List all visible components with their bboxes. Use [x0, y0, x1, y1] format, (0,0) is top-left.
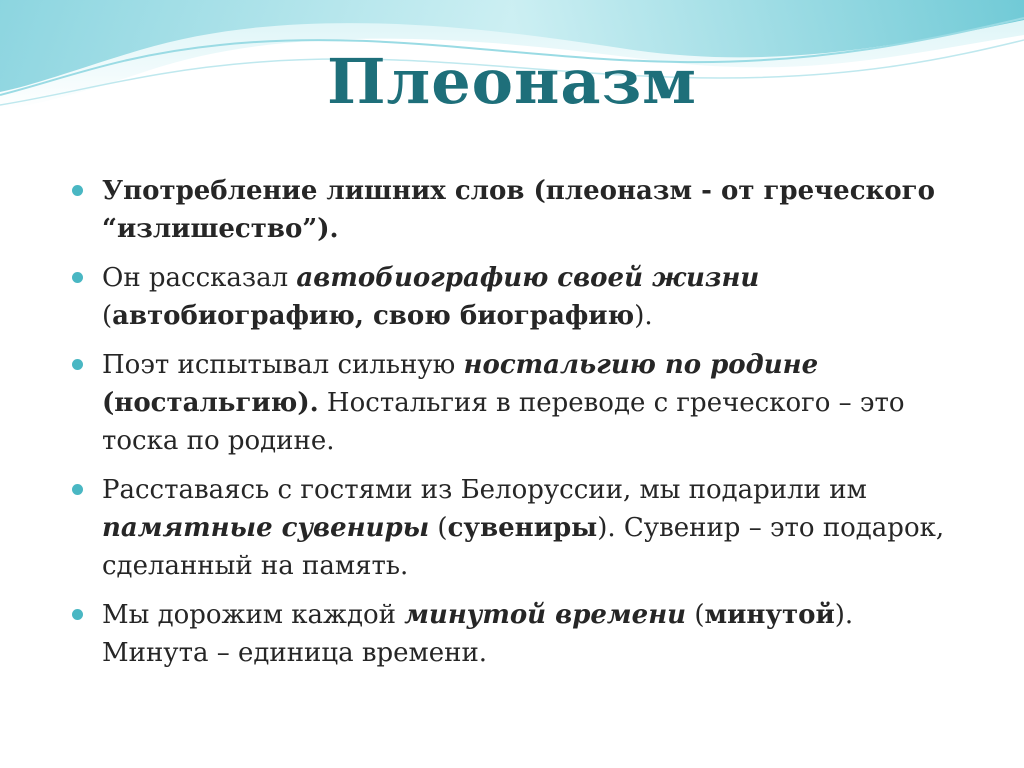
bullet-text-segment: Ностальгия в переводе с греческого – это тоска по родине. — [102, 388, 905, 456]
bullet-text-segment: памятные сувениры — [102, 513, 430, 543]
bullet-text-segment: Употребление лишних слов (плеоназм - от греческого “излишество”). — [102, 176, 935, 244]
bullet-text-segment: сувениры — [447, 513, 598, 543]
bullet-text-segment: Поэт испытывал сильную — [102, 350, 464, 380]
bullet-dot-icon — [72, 185, 83, 196]
bullet-text-segment: ( — [429, 513, 448, 543]
bullet-text-segment: автобиографию своей жизни — [296, 263, 760, 293]
bullet-text-segment: Расставаясь с гостями из Белоруссии, мы подарили им — [102, 475, 867, 505]
bullet-text-segment: минутой времени — [404, 600, 687, 630]
bullet-dot-icon — [72, 484, 83, 495]
bullet-text-segment: ( — [686, 600, 705, 630]
bullet-text-segment: ). Минута – единица времени. — [102, 600, 854, 668]
bullet-text-segment: (ностальгию). — [102, 388, 319, 418]
bullet-text-segment: ). — [634, 301, 653, 331]
bullet-text-segment: Он рассказал — [102, 263, 297, 293]
bullet-item — [70, 596, 950, 672]
bullet-text-segment: ностальгию по родине — [463, 350, 819, 380]
bullet-dot-icon — [72, 272, 83, 283]
slide-title: Плеоназм — [326, 45, 698, 118]
bullet-text-segment: ). Сувенир – это подарок, сделанный на память. — [102, 513, 945, 581]
bullet-list — [70, 172, 950, 683]
bullet-dot-icon — [72, 359, 83, 370]
bullet-text-segment: ( — [102, 301, 113, 331]
bullet-item — [70, 346, 950, 460]
bullet-dot-icon — [72, 609, 83, 620]
bullet-text-segment: Мы дорожим каждой — [102, 600, 405, 630]
bullet-item — [70, 259, 950, 335]
bullet-item — [70, 172, 950, 248]
bullet-text-segment: минутой — [704, 600, 835, 630]
bullet-text-segment: автобиографию, свою биографию — [112, 301, 635, 331]
bullet-item — [70, 471, 950, 585]
